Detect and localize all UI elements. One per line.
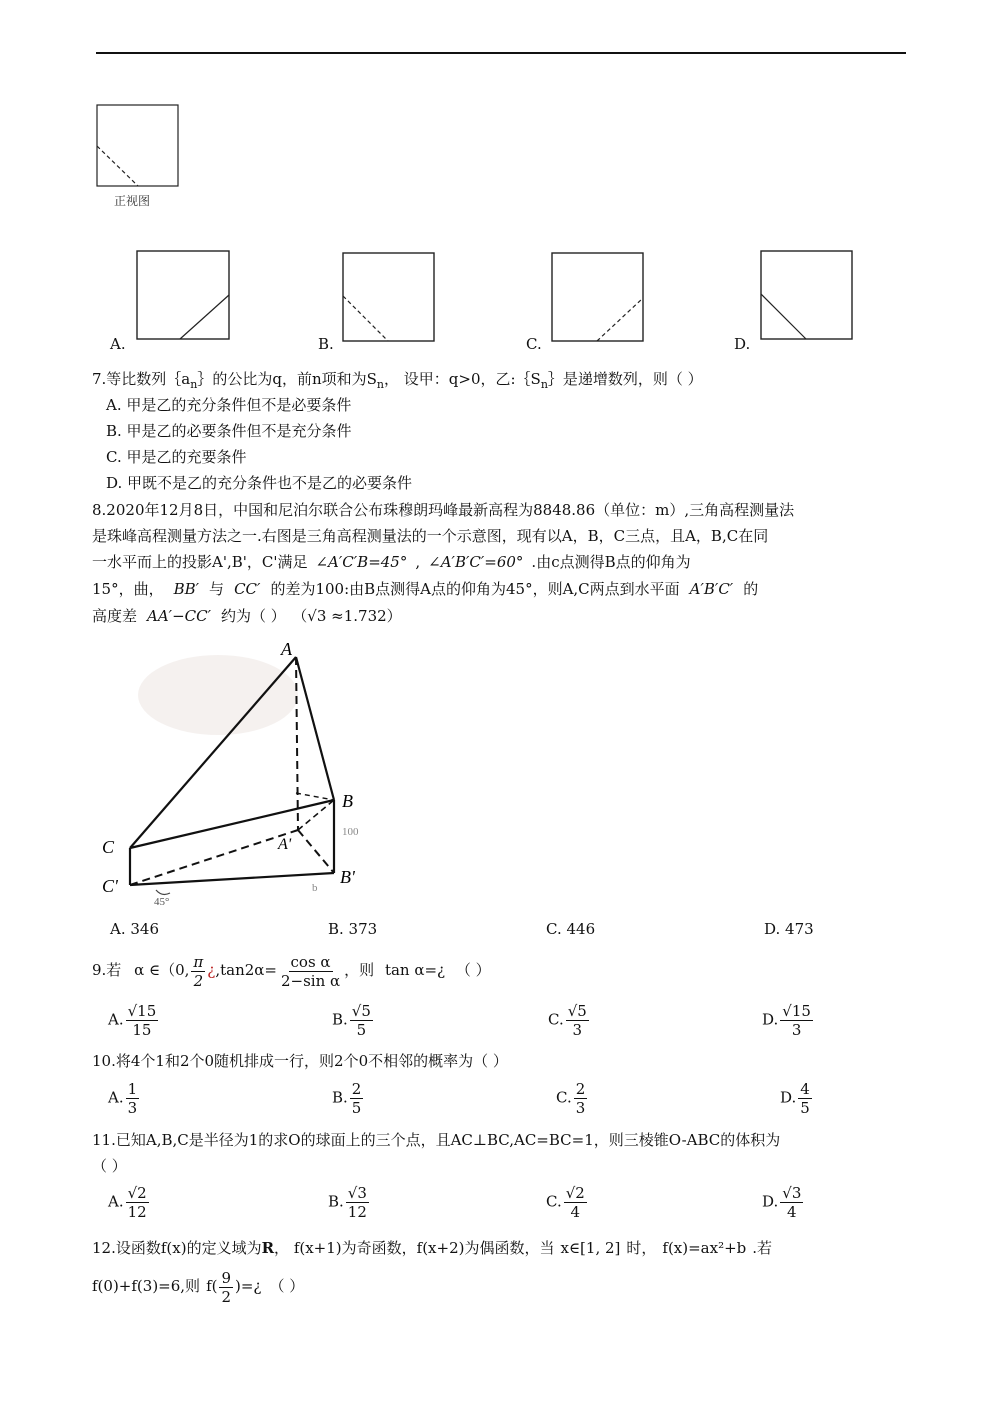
- front-view-caption: 正视图: [114, 194, 151, 208]
- q8-line5: 高度差 AA′−CC′ 约为（ ） （√3 ≈1.732）: [92, 607, 402, 625]
- q9-option-c[interactable]: C. $\frac{√5}{3}$: [548, 1002, 587, 1039]
- q11-option-d[interactable]: D. $\frac{√3}{4}$: [762, 1184, 802, 1221]
- q11-option-c[interactable]: C. $\frac{√2}{4}$: [546, 1184, 585, 1221]
- q11-paren: （ ）: [92, 1157, 127, 1175]
- q11-option-a[interactable]: A. $\frac{√2}{12}$: [108, 1184, 147, 1221]
- q6-option-c-figure: [551, 252, 645, 344]
- q6-option-c[interactable]: C.: [526, 335, 542, 353]
- q12-line2: f(0)+f(3)=6,则 f( $\frac{9}{2}$ )=¿ （ ）: [92, 1268, 305, 1306]
- q6-option-a[interactable]: A.: [110, 335, 126, 353]
- q11-option-b[interactable]: B. $\frac{√3}{12}$: [328, 1184, 367, 1221]
- q7-option-d[interactable]: D. 甲既不是乙的充分条件也不是乙的必要条件: [106, 474, 413, 492]
- q6-option-d[interactable]: D.: [734, 335, 751, 353]
- q8-side-note: 100: [342, 826, 359, 838]
- q6-option-b[interactable]: B.: [318, 335, 334, 353]
- q8-angle-note: 45°: [154, 896, 170, 908]
- q10-option-d[interactable]: D. $\frac{4}{5}$: [780, 1080, 810, 1117]
- q12-line1: 12.设函数f(x)的定义域为R， f(x+1)为奇函数，f(x+2)为偶函数，当 x∈[1, 2] 时， f(x)=ax²+b .若: [92, 1239, 773, 1257]
- q10-option-c[interactable]: C. $\frac{2}{3}$: [556, 1080, 586, 1117]
- q9-option-b[interactable]: B. $\frac{√5}{5}$: [332, 1002, 371, 1039]
- q8-option-a[interactable]: A. 346: [110, 920, 159, 938]
- q7-option-b[interactable]: B. 甲是乙的必要条件但不是充分条件: [106, 422, 352, 440]
- q8-label-B: B: [342, 791, 353, 811]
- q8-line4: 15°，曲， BB′ 与 CC′ 的差为100:由B点测得A点的仰角为45°，则A,C两点到水平面 A′B′C′ 的: [92, 580, 759, 598]
- q7-option-a[interactable]: A. 甲是乙的充分条件但不是必要条件: [106, 396, 352, 414]
- q8-label-A-prime: A': [278, 836, 292, 853]
- q8-line2: 是珠峰高程测量方法之一.右图是三角高程测量法的一个示意图，现有以A，B，C三点，且A，B,C在同: [92, 527, 769, 545]
- q9-option-d[interactable]: D. $\frac{√15}{3}$: [762, 1002, 811, 1039]
- q8-label-A: A: [281, 639, 292, 659]
- front-view-figure: [96, 104, 180, 190]
- header-rule: [96, 52, 906, 54]
- q6-option-a-figure: [136, 250, 232, 342]
- q10-stem: 10.将4个1和2个0随机排成一行，则2个0不相邻的概率为（ ）: [92, 1052, 508, 1070]
- q8-small-b: b: [312, 882, 318, 894]
- q9-option-a[interactable]: A. $\frac{√15}{15}$: [108, 1002, 157, 1039]
- q6-option-d-figure: [760, 250, 854, 342]
- q8-option-b[interactable]: B. 373: [328, 920, 378, 938]
- q8-label-C: C: [102, 837, 115, 857]
- q11-stem: 11.已知A,B,C是半径为1的求O的球面上的三个点，且AC⊥BC,AC=BC=1，则三棱锥O-ABC的体积为: [92, 1131, 781, 1149]
- q8-label-C-prime: C': [102, 876, 118, 896]
- q8-label-B-prime: B': [340, 867, 355, 887]
- q10-option-b[interactable]: B. $\frac{2}{5}$: [332, 1080, 362, 1117]
- q8-option-d[interactable]: D. 473: [764, 920, 814, 938]
- q6-option-b-figure: [342, 252, 436, 344]
- q10-option-a[interactable]: A. $\frac{1}{3}$: [108, 1080, 138, 1117]
- q8-line1: 8.2020年12月8日，中国和尼泊尔联合公布珠穆朗玛峰最新高程为8848.86（单位：m）,三角高程测量法: [92, 501, 795, 519]
- q7-option-c[interactable]: C. 甲是乙的充要条件: [106, 448, 247, 466]
- q9-stem: 9.若 α ∈（0, $\frac{\pi}{2}$ ¿,tan2α= $\frac{\text{cos α}}{\text{2−sin α}}$ ，则 tan α=¿ （ ）: [92, 952, 491, 990]
- q8-line3: 一水平而上的投影A',B'，C'满足 ∠A′C′B=45° , ∠A′B′C′=60° .由c点测得B点的仰角为: [92, 553, 691, 571]
- q8-option-c[interactable]: C. 446: [546, 920, 596, 938]
- q8-triangulation-figure: [98, 635, 398, 908]
- q7-stem: 7.等比数列$\{a_n\}$的公比为q，前n项和为$S_n$， 设甲：q>0，乙$:\{S_n\}$是递增数列，则（ ）: [92, 370, 703, 391]
